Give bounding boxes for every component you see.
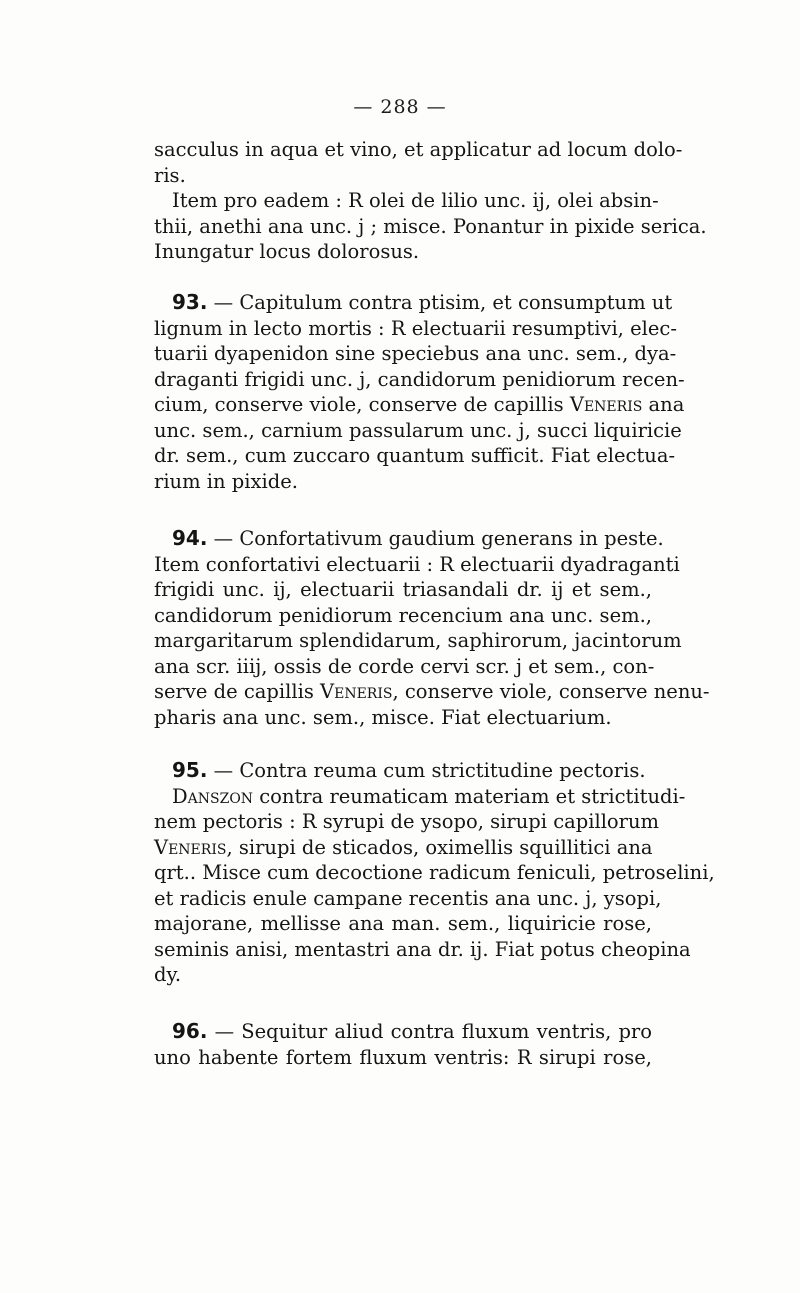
text-line: frigidi unc. ij, electuarii triasandali dr. ij et sem., <box>154 578 652 601</box>
recipe-number: 94. <box>172 526 208 550</box>
text-line: draganti frigidi unc. j, candidorum penidiorum recen- <box>154 367 685 391</box>
text-line: candidorum penidiorum recencium ana unc. sem., <box>154 603 652 627</box>
text-line: sacculus in aqua et vino, et applicatur ad locum dolo- <box>154 138 683 161</box>
text-line: cium, conserve viole, conserve de capillis Veneris ana <box>154 393 685 416</box>
small-caps-name: Veneris <box>154 835 227 859</box>
text-line: 95. — Contra reuma cum strictitudine pectoris. <box>172 758 646 782</box>
text-line: Danszon contra reumaticam materiam et strictitudi- <box>172 784 686 808</box>
paragraph-95 <box>154 758 715 988</box>
paragraph-93 <box>154 290 685 494</box>
paragraph-96 <box>154 1019 652 1070</box>
text-line: et radicis enule campane recentis ana unc. j, ysopi, <box>154 886 662 910</box>
text-line: ana scr. iiij, ossis de corde cervi scr. j et sem., con- <box>154 654 655 678</box>
text-line: serve de capillis Veneris, conserve viole, conserve nenu- <box>154 680 710 703</box>
paragraph-94 <box>154 526 710 730</box>
recipe-number: 93. <box>172 290 208 314</box>
text-line: Item confortativi electuarii : R electuarii dyadraganti <box>154 552 680 576</box>
recipe-number: 95. <box>172 758 208 782</box>
text-line: 96. — Sequitur aliud contra fluxum ventris, pro <box>172 1019 652 1043</box>
text-line: unc. sem., carnium passularum unc. j, succi liquiricie <box>154 418 682 442</box>
text-line: dy. <box>154 963 182 986</box>
text-line: Item pro eadem : R olei de lilio unc. ij, olei absin- <box>172 189 659 212</box>
page-number: — 288 — <box>353 96 447 118</box>
text-line: ris. <box>154 163 186 187</box>
text-line: rium in pixide. <box>154 469 298 493</box>
text-line: pharis ana unc. sem., misce. Fiat electuarium. <box>154 705 612 729</box>
small-caps-name: Veneris <box>569 393 643 416</box>
small-caps-name: Veneris <box>320 680 393 703</box>
text-line: 93. — Capitulum contra ptisim, et consumptum ut <box>172 290 673 314</box>
text-line: thii, anethi ana unc. j ; misce. Ponantur in pixide serica. <box>154 214 707 238</box>
text-line: Veneris, sirupi de sticados, oximellis squillitici ana <box>154 835 653 859</box>
text-line: tuarii dyapenidon sine speciebus ana unc. sem., dya- <box>154 342 677 365</box>
text-line: dr. sem., cum zuccaro quantum sufficit. Fiat electua- <box>154 444 676 467</box>
text-line: nem pectoris : R syrupi de ysopo, sirupi capillorum <box>154 810 660 833</box>
recipe-number: 96. <box>172 1019 208 1043</box>
small-caps-name: Danszon <box>172 784 254 808</box>
text-line: qrt.. Misce cum decoctione radicum feniculi, petroselini, <box>154 861 715 884</box>
text-line: seminis anisi, mentastri ana dr. ij. Fiat potus cheopina <box>154 937 691 961</box>
text-line: uno habente fortem fluxum ventris: R sirupi rose, <box>154 1045 652 1069</box>
text-line: 94. — Confortativum gaudium generans in peste. <box>172 526 664 550</box>
text-line: margaritarum splendidarum, saphirorum, jacintorum <box>154 629 682 652</box>
text-line: majorane, mellisse ana man. sem., liquiricie rose, <box>154 912 652 935</box>
paragraph <box>154 137 707 265</box>
text-line: Inungatur locus dolorosus. <box>154 240 420 263</box>
text-line: lignum in lecto mortis : R electuarii resumptivi, elec- <box>154 316 677 340</box>
